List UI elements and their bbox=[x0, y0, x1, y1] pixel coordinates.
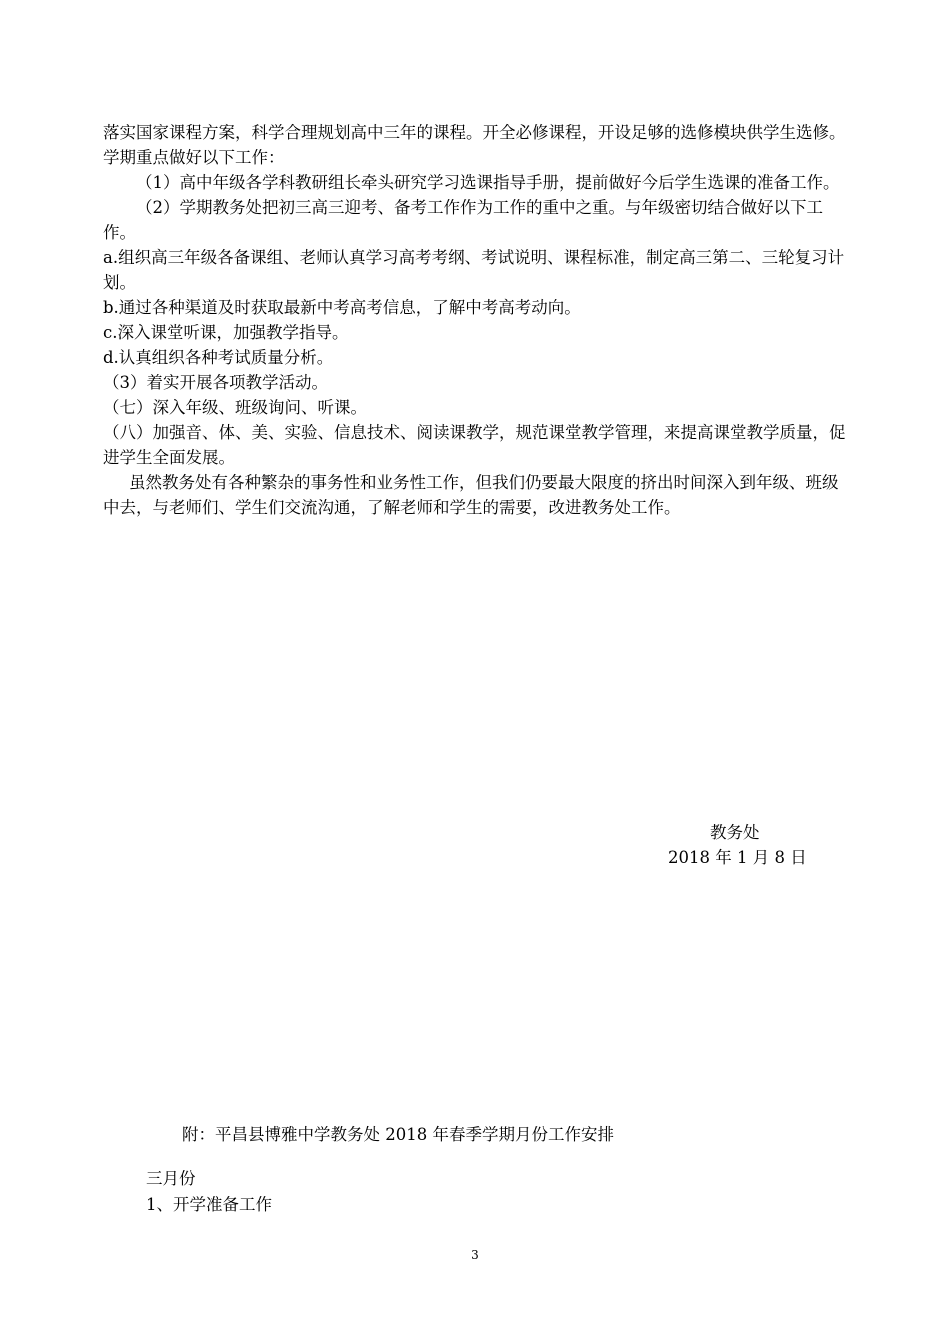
paragraph-sub-a: a.组织高三年级各备课组、老师认真学习高考考纲、考试说明、课程标准，制定高三第二、三轮复习计划。 bbox=[103, 248, 845, 292]
paragraph-curriculum-plan: 落实国家课程方案，科学合理规划高中三年的课程。开全必修课程，开设足够的选修模块供学生选修。 bbox=[103, 123, 846, 142]
appendix-title: 附：平昌县博雅中学教务处 2018 年春季学期月份工作安排 bbox=[182, 1125, 614, 1144]
paragraph-sub-d: d.认真组织各种考试质量分析。 bbox=[103, 348, 334, 367]
page-number: 3 bbox=[471, 1248, 479, 1262]
paragraph-semester-focus: 学期重点做好以下工作： bbox=[103, 148, 285, 167]
paragraph-item-1: （1）高中年级各学科教研组长牵头研究学习选课指导手册，提前做好今后学生选课的准备工作。 bbox=[136, 173, 840, 192]
document-body bbox=[103, 120, 850, 520]
paragraph-sub-b: b.通过各种渠道及时获取最新中考高考信息，了解中考高考动向。 bbox=[103, 298, 581, 317]
signature-date: 2018 年 1 月 8 日 bbox=[668, 848, 807, 867]
appendix-month-heading: 三月份 bbox=[146, 1169, 196, 1188]
paragraph-sub-c: c.深入课堂听课，加强教学指导。 bbox=[103, 323, 349, 342]
paragraph-section-eight: （八）加强音、体、美、实验、信息技术、阅读课教学，规范课堂教学管理，来提高课堂教学质量，促进学生全面发展。 bbox=[103, 423, 846, 467]
appendix-first-item: 1、开学准备工作 bbox=[146, 1195, 272, 1214]
paragraph-item-2: （2）学期教务处把初三高三迎考、备考工作作为工作的重中之重。与年级密切结合做好以下工作。 bbox=[103, 198, 823, 242]
paragraph-section-seven: （七）深入年级、班级询问、听课。 bbox=[103, 398, 367, 417]
signature-department: 教务处 bbox=[710, 823, 760, 842]
paragraph-closing: 虽然教务处有各种繁杂的事务性和业务性工作，但我们仍要最大限度的挤出时间深入到年级、班级中去，与老师们、学生们交流沟通，了解老师和学生的需要，改进教务处工作。 bbox=[103, 473, 839, 517]
paragraph-item-3: （3）着实开展各项教学活动。 bbox=[103, 373, 328, 392]
